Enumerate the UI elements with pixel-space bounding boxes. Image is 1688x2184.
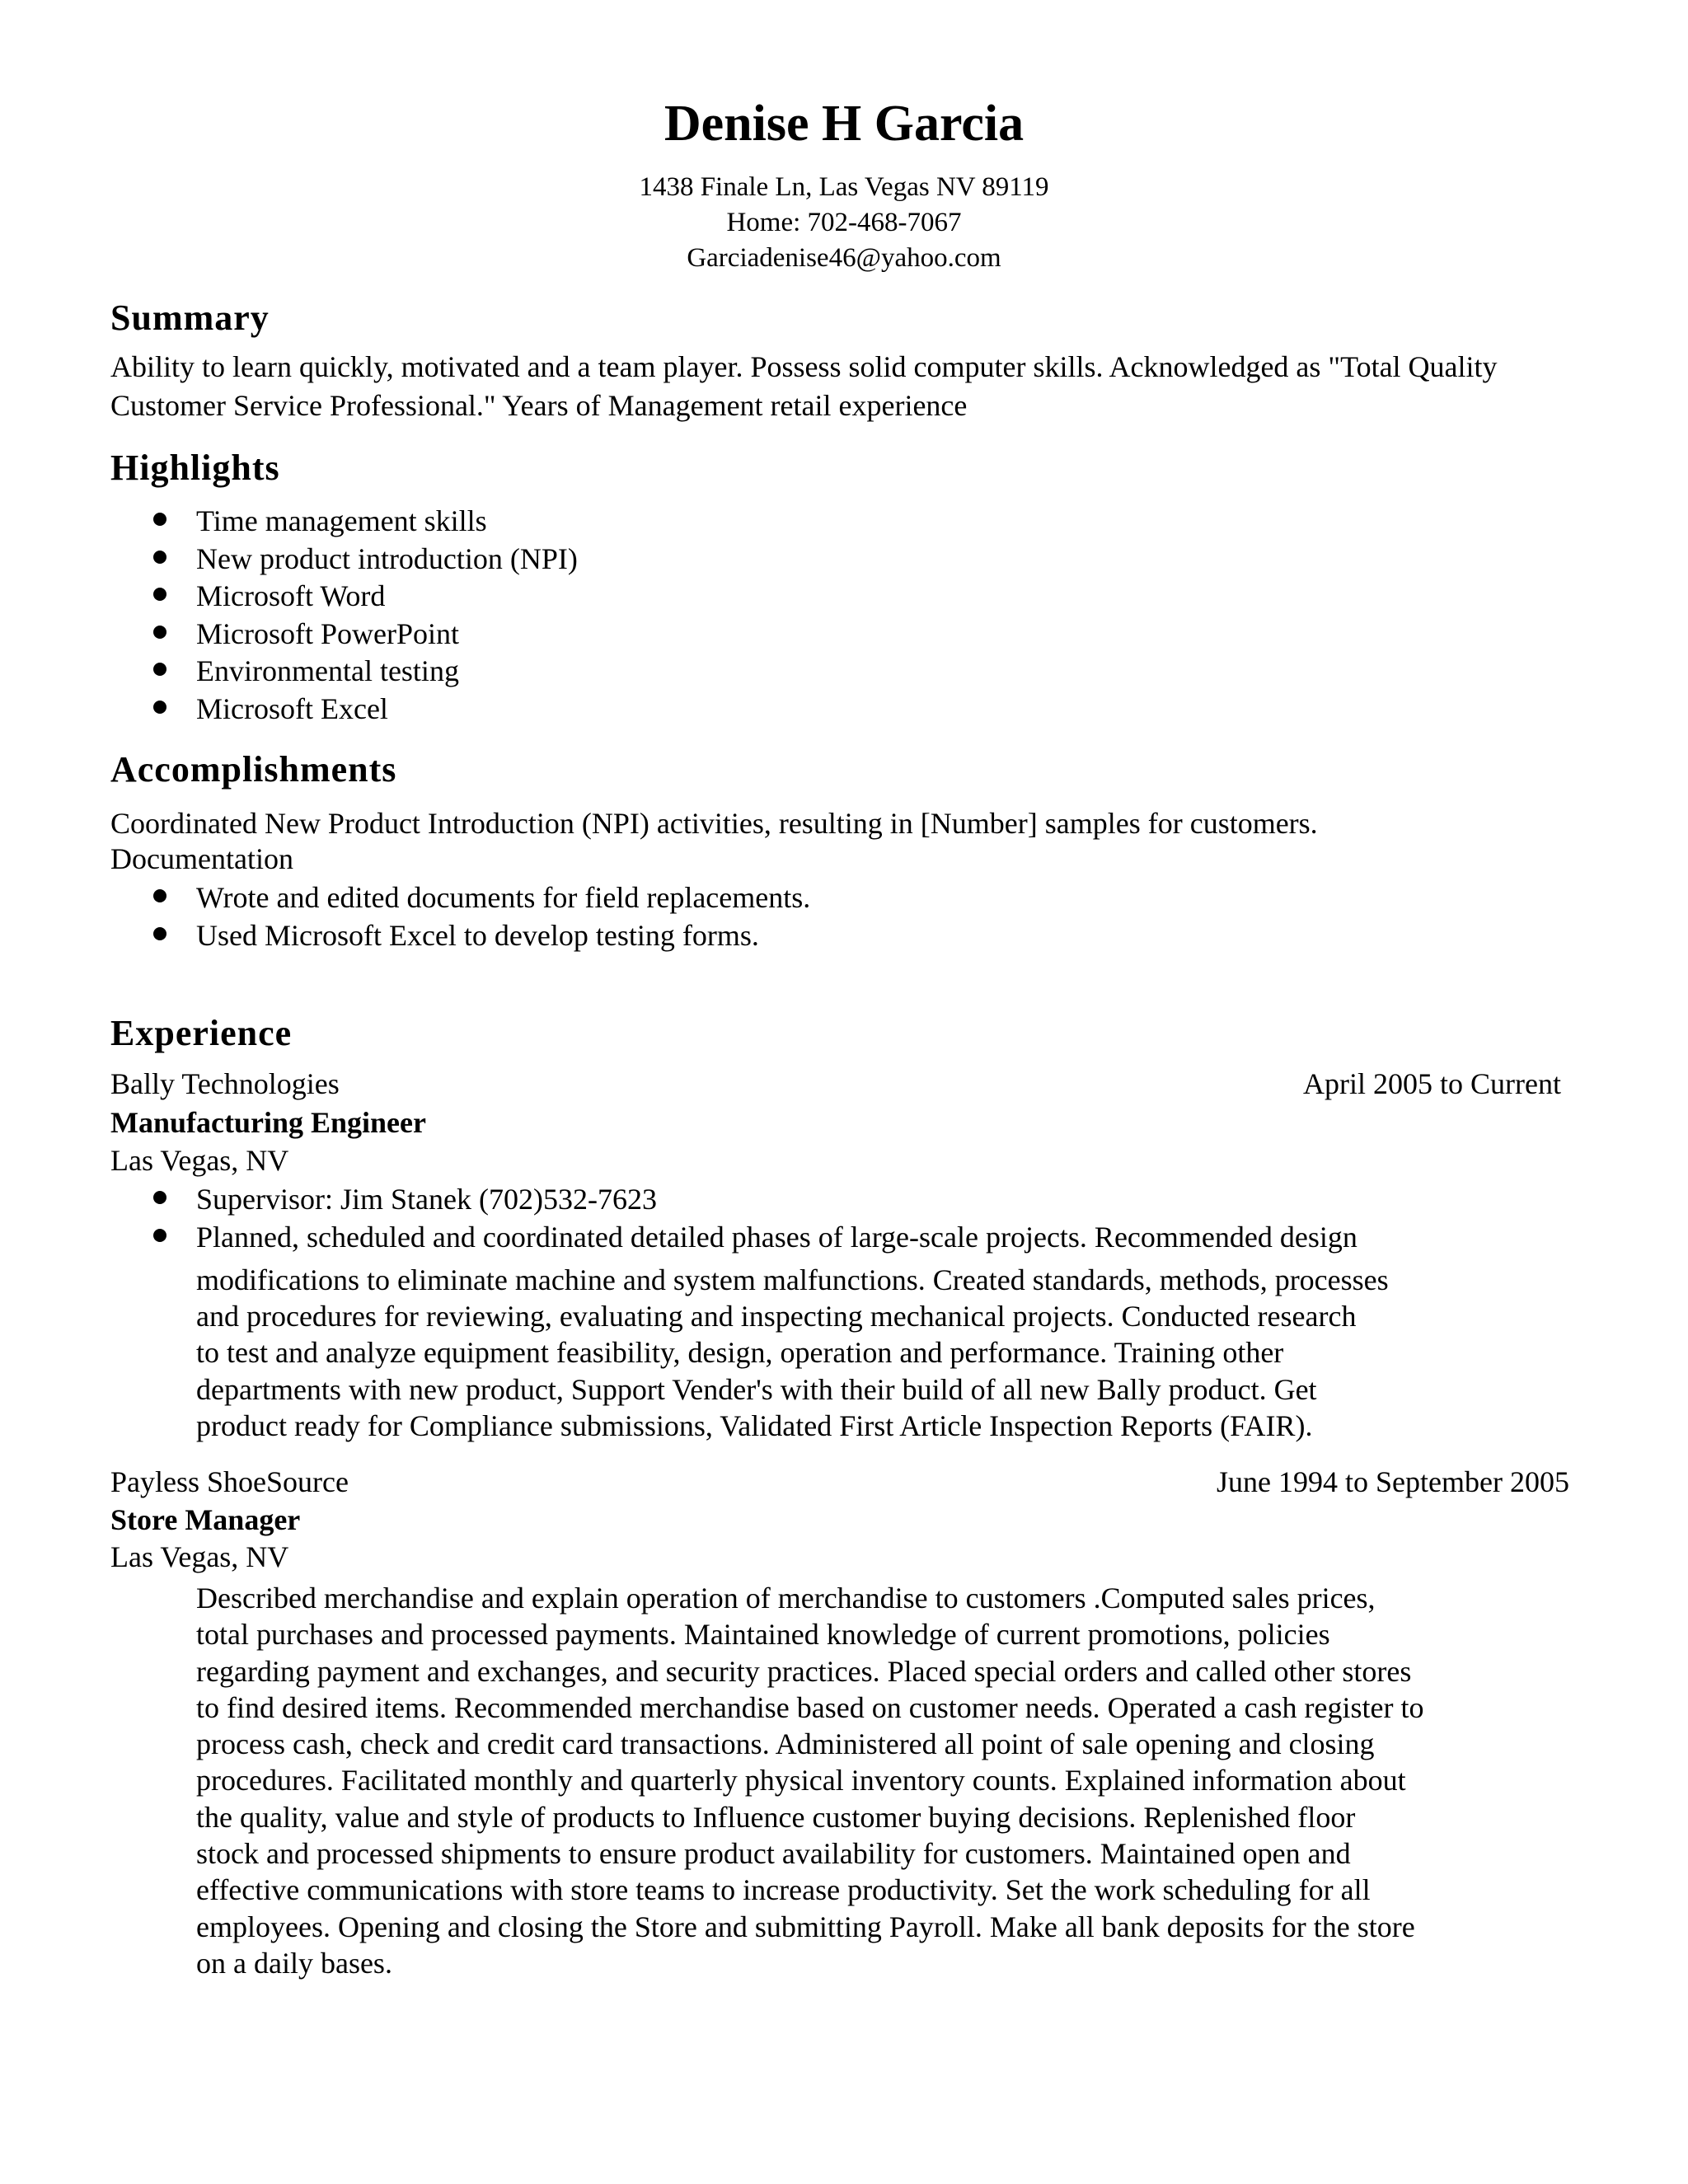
company-name: Payless ShoeSource [110, 1465, 349, 1498]
list-item: Environmental testing [110, 653, 1561, 691]
phone: Home: 702-468-7067 [726, 208, 962, 237]
list-item: Time management skills [110, 503, 1561, 541]
email: Garciadenise46@yahoo.com [687, 243, 1001, 273]
job-dates: June 1994 to September 2005 [1217, 1465, 1569, 1498]
accomplishments-heading: Accomplishments [110, 749, 397, 790]
highlights-list [110, 503, 1561, 728]
list-item: Microsoft PowerPoint [110, 616, 1561, 654]
list-item: Planned, scheduled and coordinated detailed phases of large-scale projects. Recommended design [110, 1219, 1561, 1257]
job-header-row [110, 1065, 1561, 1103]
job-title: Manufacturing Engineer [110, 1106, 426, 1139]
summary-text: Ability to learn quickly, motivated and a team player. Possess solid computer skills. Acknowledged as "Total Quality Customer Service Professional." Years of Management retail experience [110, 350, 1498, 422]
bullet-icon [153, 889, 166, 902]
accomplishments-list [110, 879, 1561, 954]
list-item: Used Microsoft Excel to develop testing forms. [110, 917, 1561, 955]
bullet-icon [153, 1229, 166, 1242]
job-header-row [110, 1463, 1569, 1501]
candidate-name: Denise H Garcia [663, 96, 1025, 152]
bullet-icon [153, 1191, 166, 1204]
accomplishments-intro: Coordinated New Product Introduction (NPI) activities, resulting in [Number] samples for customers. [110, 807, 1318, 840]
list-item: Wrote and edited documents for field replacements. [110, 879, 1561, 917]
summary-heading: Summary [110, 298, 270, 338]
list-item: Microsoft Word [110, 578, 1561, 616]
list-item: Microsoft Excel [110, 691, 1561, 729]
list-item: New product introduction (NPI) [110, 541, 1561, 579]
bullet-icon [153, 588, 166, 601]
company-name: Bally Technologies [110, 1067, 340, 1100]
experience-heading: Experience [110, 1013, 293, 1053]
job-description: modifications to eliminate machine and system malfunctions. Created standards, methods, processes and procedures for reviewing, evaluating and inspecting mechanical projects. Conducted research to test and analyze equipment feasibility, design, operation and performance. Training other departments with new product, Support Vender's with their build of all new Bally product. Get product ready for Compliance submissions, Validated First Article Inspection Reports (FAIR). [196, 1263, 1389, 1442]
accomplishments-subheading: Documentation [110, 842, 293, 875]
contact-block [0, 170, 1688, 276]
job-location: Las Vegas, NV [110, 1144, 289, 1177]
job-bullets [110, 1181, 1561, 1256]
job-dates: April 2005 to Current [1303, 1067, 1561, 1100]
list-item: Supervisor: Jim Stanek (702)532-7623 [110, 1181, 1561, 1219]
bullet-icon [153, 551, 166, 564]
job-location: Las Vegas, NV [110, 1540, 289, 1573]
bullet-icon [153, 663, 166, 676]
bullet-icon [153, 927, 166, 940]
bullet-icon [153, 701, 166, 714]
address: 1438 Finale Ln, Las Vegas NV 89119 [639, 172, 1049, 202]
bullet-icon [153, 513, 166, 526]
highlights-heading: Highlights [110, 448, 280, 488]
job-title: Store Manager [110, 1503, 301, 1536]
job-description: Described merchandise and explain operation of merchandise to customers .Computed sales prices, total purchases and processed payments. Maintained knowledge of current promotions, policies regarding payment and exchanges, and security practices. Placed special orders and called other stores to find desired items. Recommended merchandise based on customer needs. Operated a cash register to process cash, check and credit card transactions. Administered all point of sale opening and closing procedures. Facilitated monthly and quarterly physical inventory counts. Explained information about the quality, value and style of products to Influence customer buying decisions. Replenished floor stock and processed shipments to ensure product availability for customers. Maintained open and effective communications with store teams to increase productivity. Set the work scheduling for all employees. Opening and closing the Store and submitting Payroll. Make all bank deposits for the store on a daily bases. [196, 1582, 1424, 1980]
bullet-icon [153, 626, 166, 639]
